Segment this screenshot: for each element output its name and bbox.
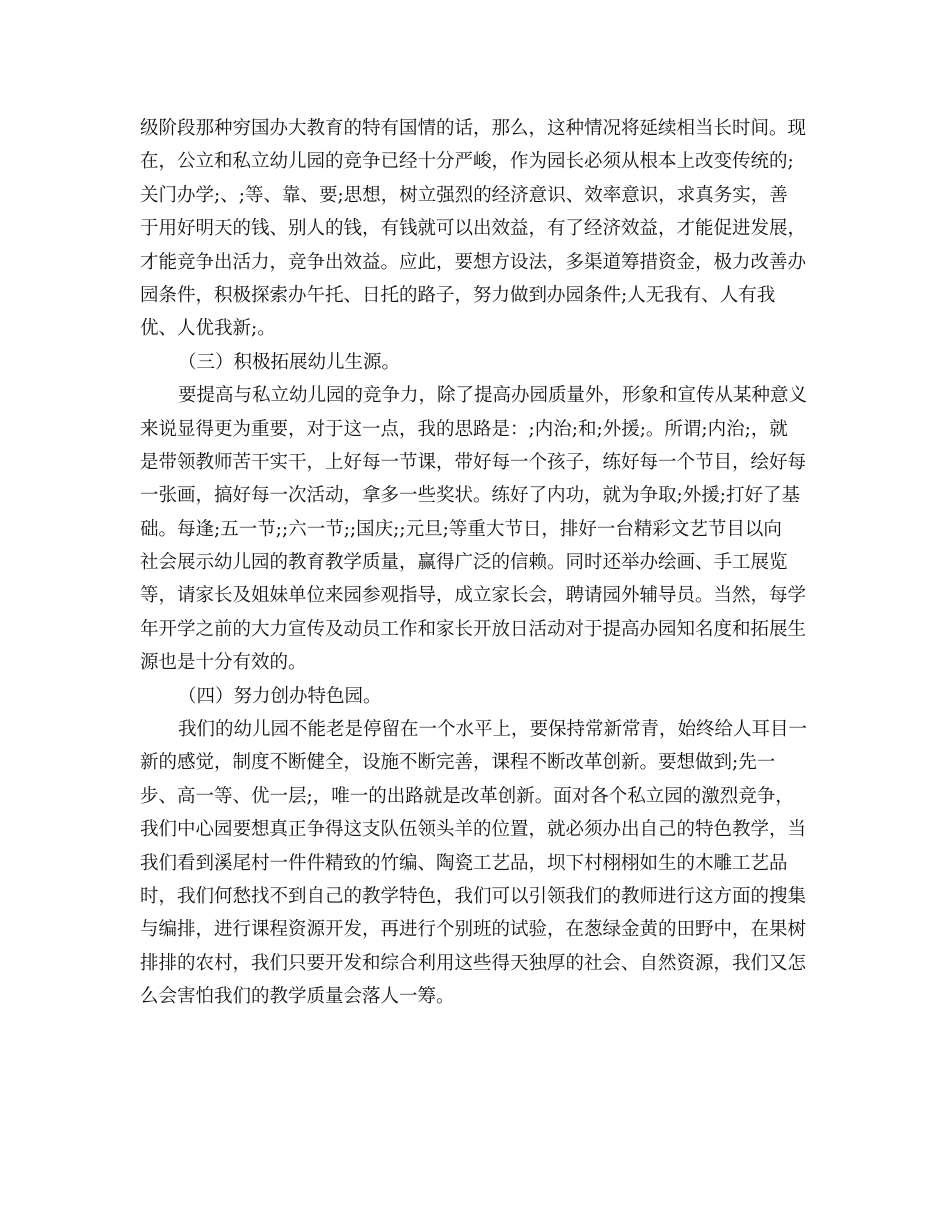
document-body <box>140 112 812 1014</box>
paragraph-line: 要提高与私立幼儿园的竞争力，除了提高办园质量外，形象和宣传从某种意义 <box>178 385 808 407</box>
paragraph-line: 么会害怕我们的教学质量会落人一筹。 <box>140 986 455 1008</box>
paragraph-line: 级阶段那种穷国办大教育的特有国情的话，那么，这种情况将延续相当长时间。现 <box>140 118 807 139</box>
paragraph-line: 与编排，进行课程资源开发，再进行个别班的试验，在葱绿金黄的田野中，在果树 <box>140 919 807 941</box>
paragraph-line: 在，公立和私立幼儿园的竞争已经十分严峻，作为园长必须从根本上改变传统的; <box>140 151 794 173</box>
paragraph-line: 关门办学;、;等、靠、要;思想，树立强烈的经济意识、效率意识，求真务实，善 <box>140 184 788 206</box>
paragraph-line: 一张画，搞好每一次活动，拿多一些奖状。练好了内功，就为争取;外援;打好了基 <box>140 485 800 507</box>
paragraph-line: 社会展示幼儿园的教育教学质量，赢得广泛的信赖。同时还举办绘画、手工展览 <box>140 552 788 574</box>
paragraph-line: 于用好明天的钱、别人的钱，有钱就可以出效益，有了经济效益，才能促进发展， <box>140 218 807 240</box>
paragraph-line: 等，请家长及姐妹单位来园参观指导，成立家长会，聘请园外辅导员。当然，每学 <box>140 585 807 607</box>
paragraph-line: 园条件，积极探索办午托、日托的路子，努力做到办园条件;人无我有、人有我 <box>140 284 776 306</box>
paragraph-line: 新的感觉，制度不断健全，设施不断完善，课程不断改革创新。要想做到;先一 <box>140 752 776 774</box>
paragraph-line: 我们的幼儿园不能老是停留在一个水平上，要保持常新常青，始终给人耳目一 <box>178 719 808 741</box>
paragraph-line: 源也是十分有效的。 <box>140 652 307 674</box>
paragraph-line: 排排的农村，我们只要开发和综合利用这些得天独厚的社会、自然资源，我们又怎 <box>140 952 807 974</box>
paragraph-line: 优、人优我新;。 <box>140 318 276 340</box>
paragraph-line: 年开学之前的大力宣传及动员工作和家长开放日活动对于提高办园知名度和拓展生 <box>140 618 807 640</box>
section-heading: （四）努力创办特色园。 <box>178 685 382 707</box>
paragraph-line: 是带领教师苦干实干，上好每一节课，带好每一个孩子，练好每一个节目，绘好每 <box>140 451 807 473</box>
paragraph-line: 础。每逢;五一节;;六一节;;国庆;;元旦;等重大节日，排好一台精彩文艺节目以向 <box>140 518 782 540</box>
paragraph-line: 我们中心园要想真正争得这支队伍领头羊的位置，就必须办出自己的特色教学，当 <box>140 819 807 841</box>
paragraph-line: 我们看到溪尾村一件件精致的竹编、陶瓷工艺品，坝下村栩栩如生的木雕工艺品 <box>140 852 788 874</box>
paragraph-line: 步、高一等、优一层;，唯一的出路就是改革创新。面对各个私立园的激烈竞争， <box>140 785 794 807</box>
section-heading: （三）积极拓展幼儿生源。 <box>178 351 401 373</box>
paragraph-line: 才能竞争出活力，竞争出效益。应此，要想方设法，多渠道筹措资金，极力改善办 <box>140 251 807 273</box>
paragraph-line: 来说显得更为重要，对于这一点，我的思路是：;内治;和;外援;。所谓;内治;，就 <box>140 418 788 440</box>
paragraph-line: 时，我们何愁找不到自己的教学特色，我们可以引领我们的教师进行这方面的搜集 <box>140 885 807 907</box>
